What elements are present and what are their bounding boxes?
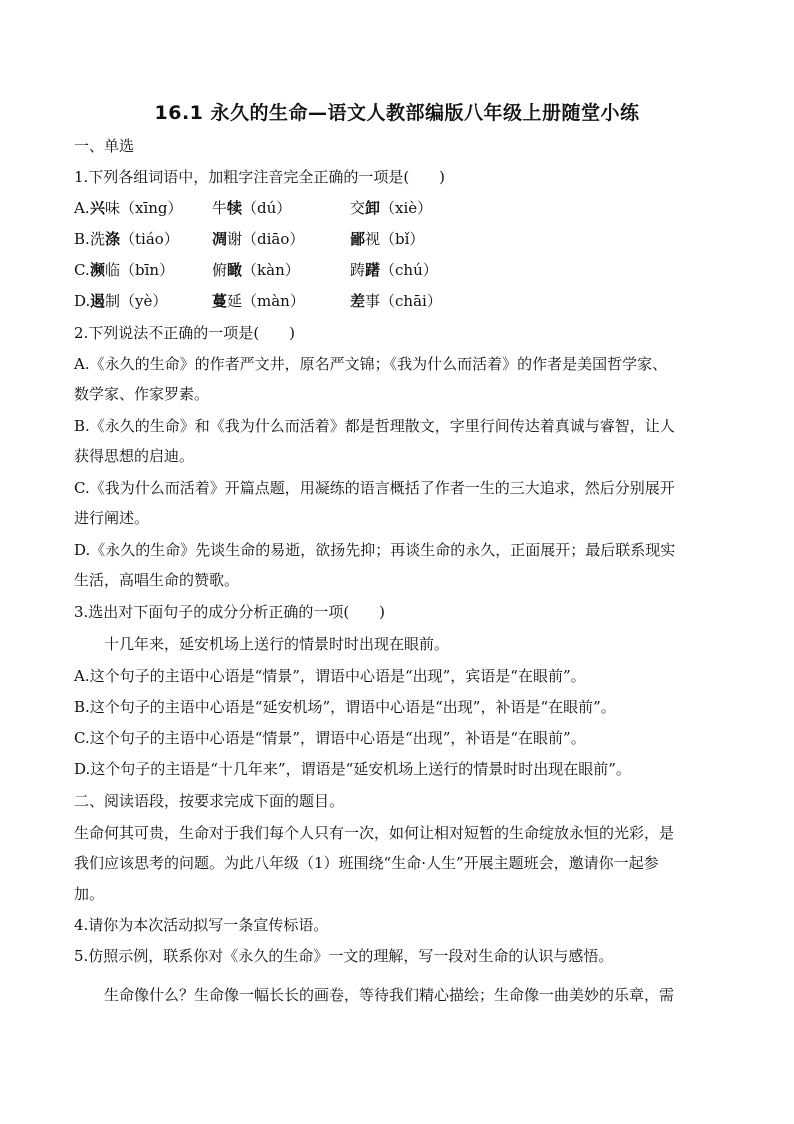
question-4-stem: 4.请你为本次活动拟写一条宣传标语。 bbox=[74, 916, 329, 934]
question-2-option-a: A.《永久的生命》的作者严文井，原名严文锦；《我为什么而活着》的作者是美国哲学家、 bbox=[74, 355, 668, 373]
section-heading-single-choice: 一、单选 bbox=[74, 137, 135, 155]
option-item: 凋谢（diāo） bbox=[212, 230, 305, 248]
question-2-option-c-cont: 进行阐述。 bbox=[74, 509, 150, 527]
option-item: 遏制（yè） bbox=[90, 292, 168, 310]
passage-line-2: 我们应该思考的问题。为此八年级（1）班围绕“生命·人生”开展主题班会，邀请你一起参 bbox=[74, 854, 659, 872]
section-heading-reading: 二、阅读语段，按要求完成下面的题目。 bbox=[74, 792, 345, 810]
option-item: 鄙视（bǐ） bbox=[350, 230, 425, 248]
option-item: 俯瞰（kàn） bbox=[212, 261, 300, 279]
question-2-option-d-cont: 生活，高唱生命的赞歌。 bbox=[74, 571, 240, 589]
option-item: 交卸（xiè） bbox=[350, 199, 433, 217]
option-letter: A. bbox=[74, 199, 90, 217]
question-3-sentence: 十几年来，延安机场上送行的情景时时出现在眼前。 bbox=[104, 635, 450, 653]
question-2-option-b: B.《永久的生命》和《我为什么而活着》都是哲理散文，字里行间传达着真诚与睿智，让人 bbox=[74, 417, 675, 435]
passage-line-1: 生命何其可贵，生命对于我们每个人只有一次，如何让相对短暂的生命绽放永恒的光彩，是 bbox=[74, 824, 675, 842]
example-text: 生命像什么？生命像一幅长长的画卷，等待我们精心描绘；生命像一曲美妙的乐章，需 bbox=[104, 986, 675, 1004]
question-5-stem: 5.仿照示例，联系你对《永久的生命》一文的理解，写一段对生命的认识与感悟。 bbox=[74, 947, 614, 965]
question-3-option-a: A.这个句子的主语中心语是“情景”，谓语中心语是“出现”，宾语是“在眼前”。 bbox=[74, 667, 586, 685]
option-item: 踌躇（chú） bbox=[350, 261, 438, 279]
option-item: 差事（chāi） bbox=[350, 292, 442, 310]
question-3-stem: 3.选出对下面句子的成分分析正确的一项( ) bbox=[74, 603, 386, 621]
question-2-option-c: C.《我为什么而活着》开篇点题，用凝练的语言概括了作者一生的三大追求，然后分别展开 bbox=[74, 479, 675, 497]
option-letter: D. bbox=[74, 292, 91, 310]
passage-line-3: 加。 bbox=[74, 885, 105, 903]
question-3-option-b: B.这个句子的主语中心语是“延安机场”，谓语中心语是“出现”，补语是“在眼前”。 bbox=[74, 698, 616, 716]
question-3-option-d: D.这个句子的主语是“十几年来”，谓语是“延安机场上送行的情景时时出现在眼前”。 bbox=[74, 760, 631, 778]
option-letter: B. bbox=[74, 230, 90, 248]
option-item: 蔓延（màn） bbox=[212, 292, 305, 310]
option-item: 洗涤（tiáo） bbox=[90, 230, 179, 248]
option-item: 牛犊（dú） bbox=[212, 199, 292, 217]
option-letter: C. bbox=[74, 261, 90, 279]
question-1-stem: 1.下列各组词语中，加粗字注音完全正确的一项是( ) bbox=[74, 168, 446, 186]
question-3-option-c: C.这个句子的主语中心语是“情景”，谓语中心语是“出现”，补语是“在眼前”。 bbox=[74, 729, 586, 747]
option-item: 兴味（xīng） bbox=[90, 199, 183, 217]
question-2-stem: 2.下列说法不正确的一项是( ) bbox=[74, 324, 296, 342]
option-item: 濒临（bīn） bbox=[90, 261, 175, 279]
page-title: 16.1 永久的生命—语文人教部编版八年级上册随堂小练 bbox=[154, 102, 640, 124]
question-2-option-b-cont: 获得思想的启迪。 bbox=[74, 447, 195, 465]
question-2-option-d: D.《永久的生命》先谈生命的易逝，欲扬先抑；再谈生命的永久，正面展开；最后联系现实 bbox=[74, 541, 676, 559]
question-2-option-a-cont: 数学家、作家罗素。 bbox=[74, 385, 210, 403]
